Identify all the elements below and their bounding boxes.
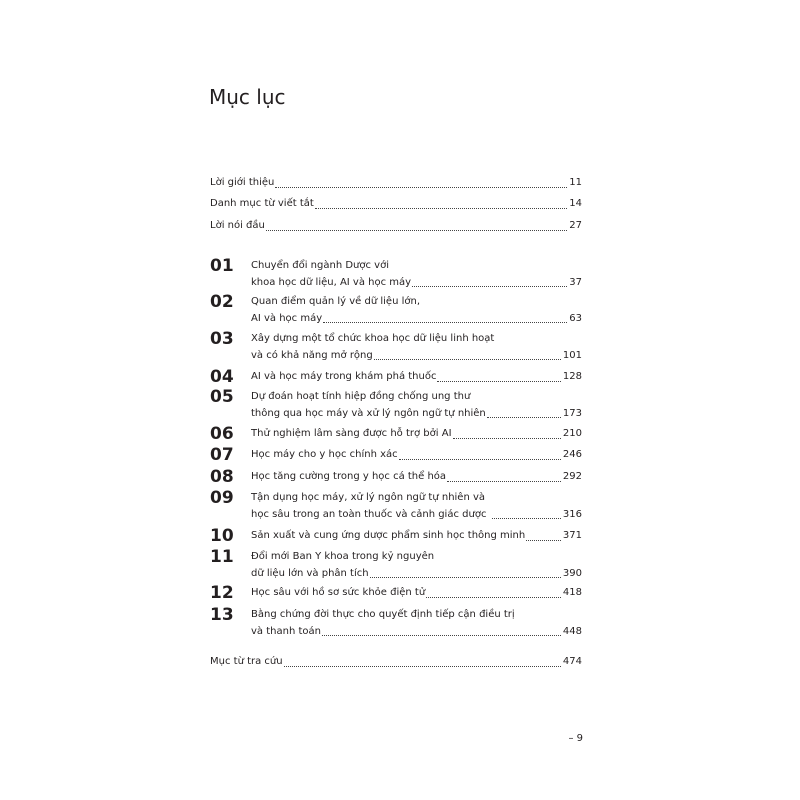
toc-page-number: 448	[562, 625, 582, 637]
toc-page-number: 246	[562, 449, 582, 460]
chapter-title-text: học sâu trong an toàn thuốc và cảnh giác dược	[251, 508, 487, 520]
chapter-number: 05	[210, 387, 234, 407]
toc-chapter-06	[210, 426, 582, 443]
chapter-title-text: Bằng chứng đời thực cho quyết định tiếp cận điều trị	[251, 609, 515, 620]
chapter-entry	[251, 490, 582, 523]
dot-leader	[487, 417, 561, 418]
toc-page-number: 101	[562, 349, 582, 361]
toc-entry-index	[210, 654, 582, 671]
toc-entry-label: Lời nói đầu	[210, 220, 265, 231]
dot-leader	[374, 359, 561, 360]
toc-page-number: 418	[562, 587, 582, 598]
chapter-title-line	[251, 294, 582, 311]
chapter-number: 01	[210, 256, 234, 276]
dot-leader	[492, 518, 560, 519]
chapter-number: 13	[210, 605, 234, 625]
chapter-number: 03	[210, 329, 234, 349]
chapter-number: 07	[210, 445, 234, 465]
toc-page-number: 63	[569, 312, 582, 324]
toc-entry-front-matter	[210, 196, 582, 213]
chapter-entry	[251, 294, 582, 327]
toc-entry-label: Danh mục từ viết tắt	[210, 198, 314, 209]
toc-page-number: 14	[569, 198, 582, 209]
chapter-title-line	[251, 426, 582, 443]
chapter-title-text: Học sâu với hồ sơ sức khỏe điện tử	[251, 587, 426, 598]
chapter-title-line	[251, 258, 582, 275]
chapter-number: 02	[210, 292, 234, 312]
dot-leader	[275, 187, 567, 188]
chapter-title-text: Xây dựng một tổ chức khoa học dữ liệu linh hoạt	[251, 333, 495, 344]
chapter-title-text: Sản xuất và cung ứng dược phẩm sinh học thông minh	[251, 530, 526, 541]
chapter-title-line	[251, 490, 582, 507]
chapter-title-line	[251, 528, 582, 545]
chapter-title-text: Học tăng cường trong y học cá thể hóa	[251, 471, 447, 482]
page-title: Mục lục	[209, 85, 286, 109]
chapter-entry	[251, 469, 582, 486]
dot-leader	[266, 230, 567, 231]
toc-page-number: 37	[569, 276, 582, 288]
toc-page-number: 128	[562, 371, 582, 382]
toc-page-number: 292	[562, 471, 582, 482]
toc-chapter-05	[210, 389, 582, 422]
chapter-title-line	[251, 549, 582, 566]
toc-chapter-01	[210, 258, 582, 291]
toc-entry-front-matter	[210, 218, 582, 235]
toc-chapter-12	[210, 585, 582, 602]
toc-chapter-11	[210, 549, 582, 582]
dot-leader	[412, 286, 567, 287]
chapter-title-text: AI và học máy	[251, 312, 323, 324]
toc-page-number: 210	[562, 428, 582, 439]
toc-chapter-09	[210, 490, 582, 523]
toc-page-number: 316	[562, 508, 582, 520]
chapter-title-line	[251, 275, 582, 292]
chapter-entry	[251, 549, 582, 582]
chapter-entry	[251, 331, 582, 364]
toc-page-number: 390	[562, 567, 582, 579]
chapter-entry	[251, 426, 582, 443]
dot-leader	[315, 208, 567, 209]
dot-leader	[322, 635, 561, 636]
chapter-title-text: Quan điểm quản lý về dữ liệu lớn,	[251, 296, 421, 307]
chapter-title-text: AI và học máy trong khám phá thuốc	[251, 371, 437, 382]
chapter-number: 04	[210, 367, 234, 387]
chapter-entry	[251, 369, 582, 386]
chapter-entry	[251, 258, 582, 291]
chapter-title-text: và có khả năng mở rộng	[251, 349, 373, 361]
toc-chapter-08	[210, 469, 582, 486]
toc-page-number: 173	[562, 407, 582, 419]
toc-entry-label: Lời giới thiệu	[210, 177, 275, 188]
toc-entry-front-matter	[210, 175, 582, 192]
chapter-entry	[251, 528, 582, 545]
chapter-title-text: Tận dụng học máy, xử lý ngôn ngữ tự nhiên và	[251, 492, 486, 503]
chapter-title-text: dữ liệu lớn và phân tích	[251, 567, 369, 579]
chapter-title-line	[251, 348, 582, 365]
chapter-title-line	[251, 585, 582, 602]
chapter-title-text: Thử nghiệm lâm sàng được hỗ trợ bởi AI	[251, 428, 452, 439]
toc-entry-label: Mục từ tra cứu	[210, 656, 283, 667]
chapter-number: 08	[210, 467, 234, 487]
chapter-title-line	[251, 406, 582, 423]
toc-page-number: 371	[562, 530, 582, 541]
chapter-title-text: Đổi mới Ban Y khoa trong kỷ nguyên	[251, 551, 435, 562]
chapter-title-line	[251, 331, 582, 348]
chapter-title-line	[251, 311, 582, 328]
dot-leader	[447, 481, 561, 482]
chapter-title-line	[251, 369, 582, 386]
chapter-title-line	[251, 389, 582, 406]
toc-chapter-02	[210, 294, 582, 327]
dot-leader	[284, 666, 561, 667]
chapter-title-line	[251, 469, 582, 486]
toc-chapter-10	[210, 528, 582, 545]
chapter-title-line	[251, 507, 582, 524]
chapter-number: 09	[210, 488, 234, 508]
chapter-number: 10	[210, 526, 234, 546]
dot-leader	[370, 577, 561, 578]
chapter-title-line	[251, 624, 582, 641]
chapter-title-line	[251, 447, 582, 464]
chapter-number: 06	[210, 424, 234, 444]
chapter-number: 12	[210, 583, 234, 603]
chapter-title-text: thông qua học máy và xử lý ngôn ngữ tự nhiên	[251, 407, 486, 419]
toc-chapter-03	[210, 331, 582, 364]
dot-leader	[399, 459, 561, 460]
chapter-entry	[251, 585, 582, 602]
chapter-title-text: Chuyển đổi ngành Dược với	[251, 260, 389, 271]
page-number: – 9	[568, 733, 583, 744]
chapter-entry	[251, 389, 582, 422]
toc-page-number: 11	[569, 177, 582, 188]
dot-leader	[453, 438, 561, 439]
chapter-title-line	[251, 607, 582, 624]
chapter-title-line	[251, 566, 582, 583]
chapter-title-text: và thanh toán	[251, 625, 321, 637]
chapter-number: 11	[210, 547, 234, 567]
toc-page-number: 474	[562, 656, 582, 667]
dot-leader	[323, 322, 567, 323]
toc-page-number: 27	[569, 220, 582, 231]
dot-leader	[437, 381, 560, 382]
chapter-title-text: Dự đoán hoạt tính hiệp đồng chống ung thư	[251, 391, 471, 402]
chapter-title-text: khoa học dữ liệu, AI và học máy	[251, 276, 412, 288]
chapter-entry	[251, 607, 582, 640]
toc-chapter-13	[210, 607, 582, 640]
toc-chapter-07	[210, 447, 582, 464]
chapter-entry	[251, 447, 582, 464]
dot-leader	[426, 597, 561, 598]
chapter-title-text: Học máy cho y học chính xác	[251, 449, 398, 460]
dot-leader	[526, 540, 561, 541]
toc-chapter-04	[210, 369, 582, 386]
